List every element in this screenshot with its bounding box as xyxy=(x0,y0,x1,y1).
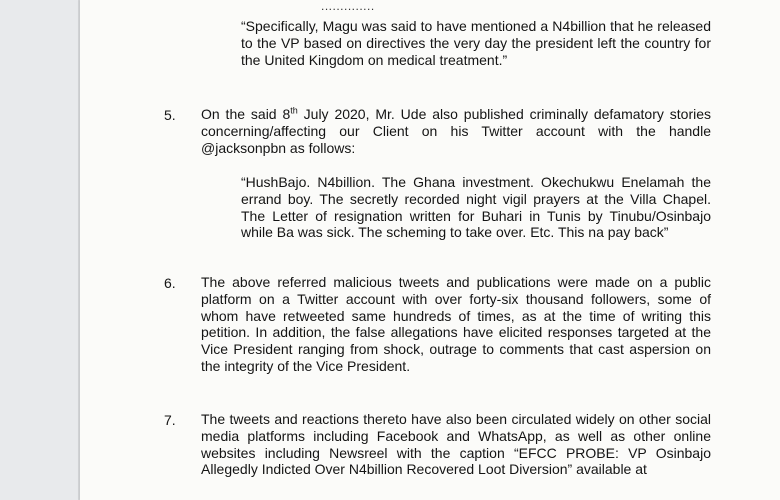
item-5-text-a: On the said 8 xyxy=(201,106,291,122)
item-5-paragraph xyxy=(201,106,711,156)
item-number-5: 5. xyxy=(164,107,176,123)
quote-magu: “Specifically, Magu was said to have mentioned a N4billion that he released to the VP based on directives the very day the president left the country for the United Kingdom on medical treatment.” xyxy=(241,18,711,68)
item-7-paragraph: The tweets and reactions thereto have also been circulated widely on other social media platforms including Facebook and WhatsApp, as well as other online websites including Newsreel with the caption “EFCC PROBE: VP Osinbajo Allegedly Indicted Over N4billion Recovered Loot Diversion” available at xyxy=(201,411,711,478)
item-6-paragraph: The above referred malicious tweets and publications were made on a public platform on a Twitter account with over forty-six thousand followers, some of whom have retweeted same hundreds of times, as at the time of writing this petition. In addition, the false allegations have elicited responses targeted at the Vice President ranging from shock, outrage to comments that cast aspersion on the integrity of the Vice President. xyxy=(201,274,711,374)
document-page xyxy=(80,0,780,500)
item-number-7: 7. xyxy=(164,412,176,428)
ellipsis: .............. xyxy=(321,0,375,13)
item-5-sup: th xyxy=(290,105,298,116)
item-5-text-b: July 2020, Mr. Ude also published criminally defamatory stories concerning/affecting our Client on his Twitter account with the handle @jacksonpbn as follows: xyxy=(201,106,711,156)
quote-tweet: “HushBajo. N4billion. The Ghana investment. Okechukwu Enelamah the errand boy. The secretly recorded night vigil prayers at the Villa Chapel. The Letter of resignation written for Buhari in Tunis by Tinubu/Osinbajo while Ba was sick. The scheming to take over. Etc. This na pay back” xyxy=(241,174,711,241)
item-number-6: 6. xyxy=(164,275,176,291)
